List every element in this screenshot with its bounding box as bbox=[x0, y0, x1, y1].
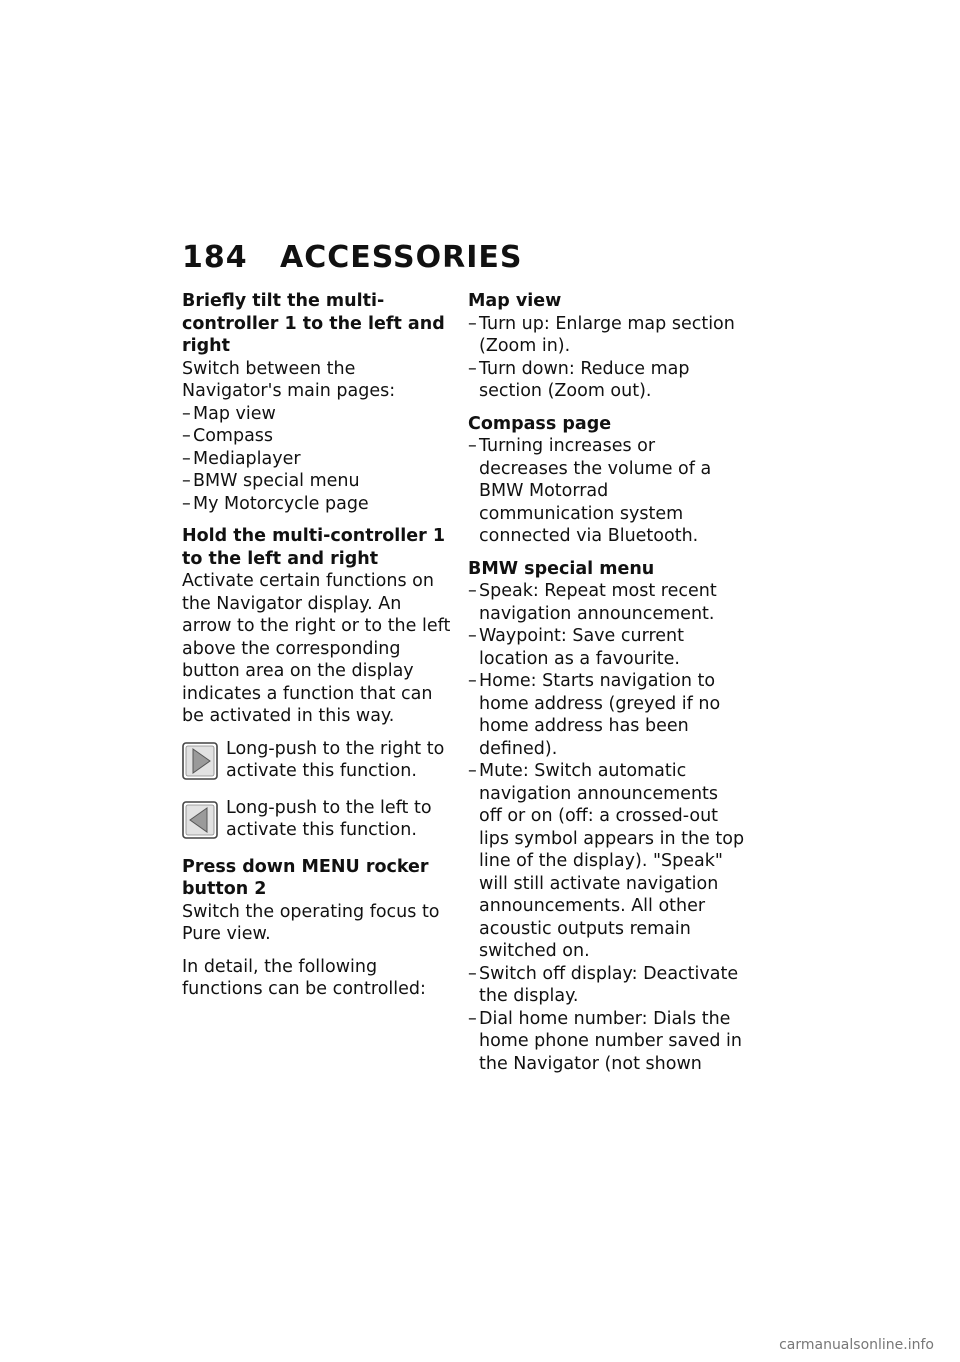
list-item: – Speak: Repeat most recent navigation announcement. bbox=[468, 580, 746, 625]
compass-heading: Compass page bbox=[468, 413, 612, 434]
list-item: – Mute: Switch automatic navigation announcements off or on (off: a crossed-out lips symbol appears in the top line of the display). "Speak" will still activate navigation announcements. All other acoustic outputs remain switched on. bbox=[468, 760, 746, 963]
note-right-text: Long-push to the right to activate this function. bbox=[226, 738, 445, 781]
note-long-push-left bbox=[182, 797, 454, 842]
list-item: – Mediaplayer bbox=[182, 448, 454, 471]
hold-text: Activate certain functions on the Navigator display. An arrow to the right or to the left above the corresponding button area on the display indicates a function that can be activated in this way. bbox=[182, 571, 451, 726]
map-view-heading: Map view bbox=[468, 291, 562, 311]
bmw-menu-heading: BMW special menu bbox=[468, 558, 655, 579]
menu-rocker-text: Switch the operating focus to Pure view. bbox=[182, 901, 440, 944]
list-item: – Turning increases or decreases the volume of a BMW Motorrad communication system connected via Bluetooth. bbox=[468, 435, 746, 548]
list-item: – Map view bbox=[182, 403, 454, 426]
right-column bbox=[468, 290, 746, 1085]
menu-rocker-heading: Press down MENU rocker button 2 bbox=[182, 856, 429, 899]
section-compass bbox=[468, 413, 746, 548]
list-item: – Compass bbox=[182, 425, 454, 448]
list-item: – Dial home number: Dials the home phone number saved in the Navigator (not shown bbox=[468, 1008, 746, 1076]
section-menu-rocker bbox=[182, 856, 454, 946]
compass-list bbox=[468, 435, 746, 548]
brief-tilt-text: Switch between the Navigator's main pages: bbox=[182, 358, 396, 401]
list-item: – BMW special menu bbox=[182, 470, 454, 493]
watermark: carmanualsonline.info bbox=[779, 1337, 934, 1353]
detail-text: In detail, the following functions can be controlled: bbox=[182, 956, 426, 999]
brief-tilt-heading: Briefly tilt the multi-controller 1 to the left and right bbox=[182, 291, 445, 356]
section-title: ACCESSORIES bbox=[280, 240, 523, 275]
main-pages-list bbox=[182, 403, 454, 516]
arrow-right-icon bbox=[182, 742, 218, 780]
list-item: – Turn up: Enlarge map section (Zoom in). bbox=[468, 313, 746, 358]
list-item: – Switch off display: Deactivate the display. bbox=[468, 963, 746, 1008]
note-long-push-right bbox=[182, 738, 454, 783]
section-hold bbox=[182, 525, 454, 728]
arrow-left-icon bbox=[182, 801, 218, 839]
hold-heading: Hold the multi-controller 1 to the left and right bbox=[182, 526, 446, 569]
section-bmw-special-menu bbox=[468, 558, 746, 1076]
list-item: – Waypoint: Save current location as a favourite. bbox=[468, 625, 746, 670]
map-view-list bbox=[468, 313, 746, 403]
section-map-view bbox=[468, 290, 746, 403]
note-left-text: Long-push to the left to activate this function. bbox=[226, 797, 432, 840]
list-item: – Turn down: Reduce map section (Zoom out). bbox=[468, 358, 746, 403]
bmw-menu-list bbox=[468, 580, 746, 1075]
left-column bbox=[182, 290, 454, 1011]
page-header bbox=[182, 240, 522, 275]
list-item: – Home: Starts navigation to home address (greyed if no home address has been defined). bbox=[468, 670, 746, 760]
list-item: – My Motorcycle page bbox=[182, 493, 454, 516]
page-number: 184 bbox=[182, 240, 248, 275]
section-detail bbox=[182, 956, 454, 1001]
section-brief-tilt bbox=[182, 290, 454, 515]
